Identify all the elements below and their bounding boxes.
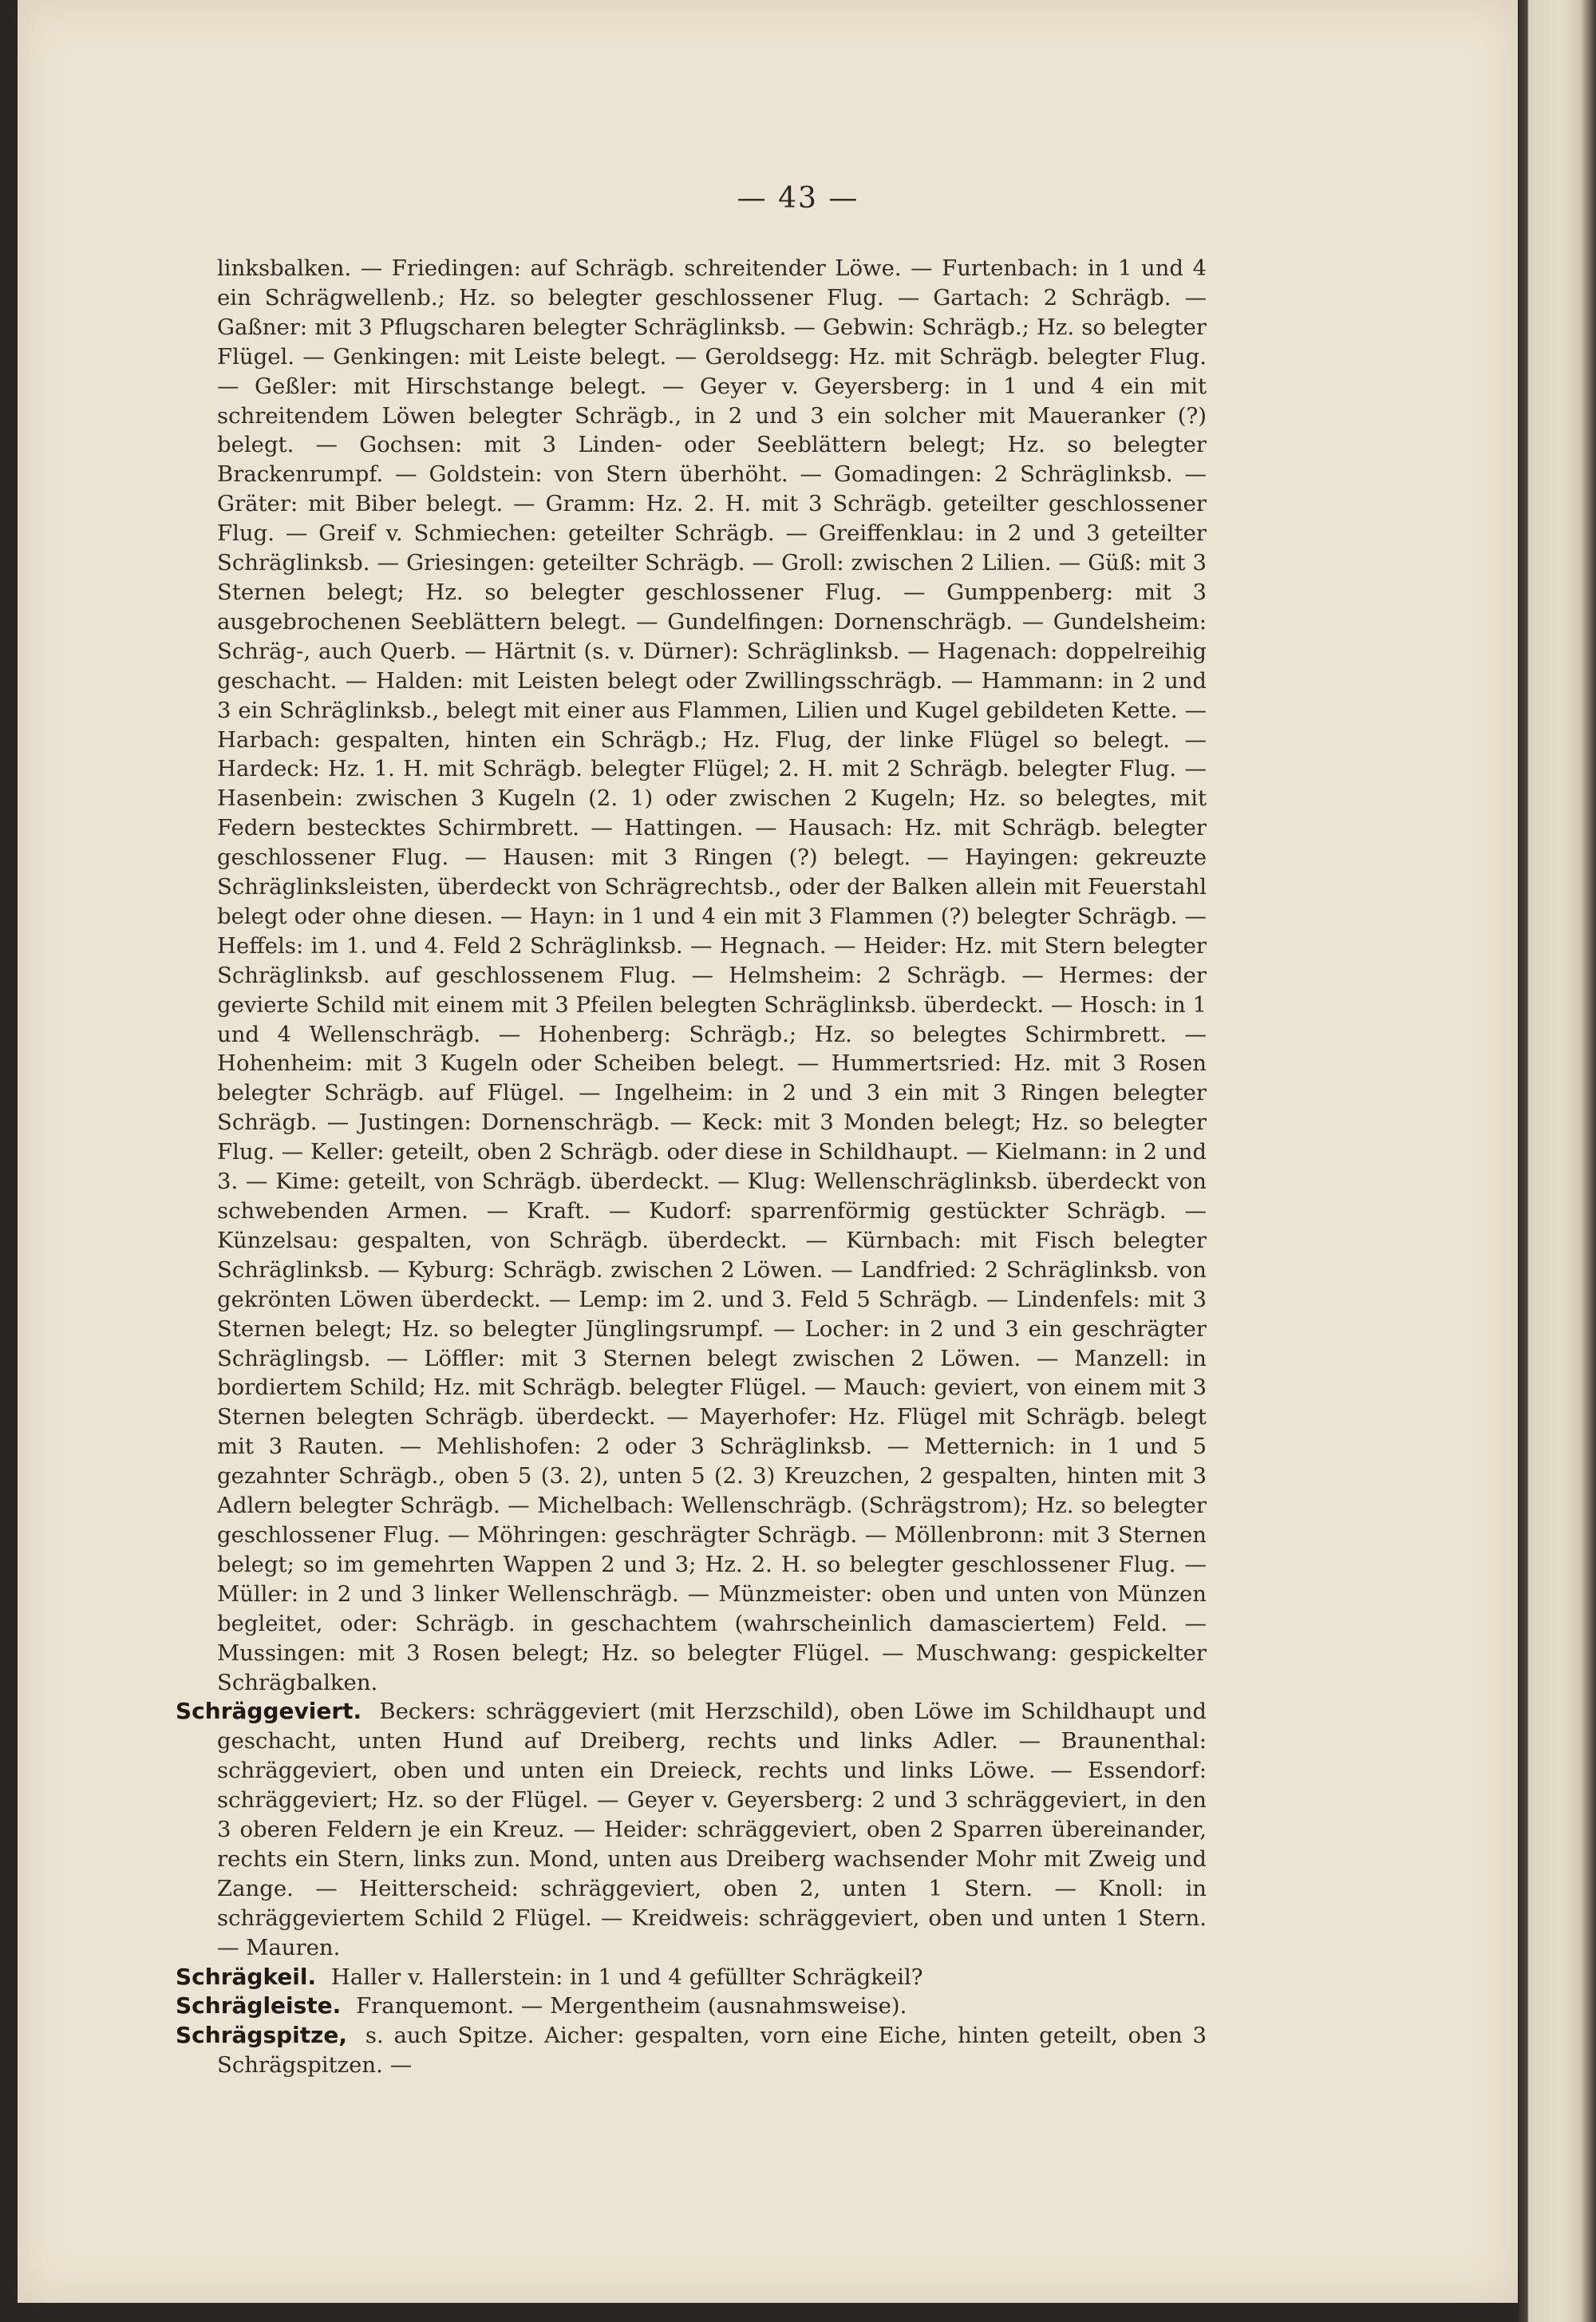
- section-schraegkeil: [176, 1963, 1207, 1992]
- section-schraeggeviert: [176, 1697, 1207, 1962]
- section-schraegleiste: [176, 1992, 1207, 2021]
- section-text: Haller v. Hallerstein: in 1 und 4 gefüllter Schrägkeil?: [330, 1964, 923, 1990]
- book-edge: [1518, 0, 1596, 2322]
- section-heading: Schrägspitze,: [176, 2022, 348, 2049]
- section-text: Beckers: schräggeviert (mit Herzschild), oben Löwe im Schildhaupt und geschacht, unten Hund auf Dreiberg, rechts und links Adler. — Braunenthal: schräggeviert, oben und unten ein Dreieck, rechts und links Löwe. — Essendorf: schräggeviert; Hz. so der Flügel. — Geyer v. Geyersberg: 2 und 3 schräggeviert, in den 3 oberen Feldern je ein Kreuz. — Heider: schräggeviert, oben 2 Sparren übereinander, rechts ein Stern, links zun. Mond, unten aus Dreiberg wachsender Mohr mit Zweig und Zange. — Heitterscheid: schräggeviert, oben 2, unten 1 Stern. — Knoll: in schräggeviertem Schild 2 Flügel. — Kreidweis: schräggeviert, oben und unten 1 Stern. — Mauren.: [217, 1699, 1207, 1960]
- section-text: s. auch Spitze. Aicher: gespalten, vorn eine Eiche, hinten geteilt, oben 3 Schrägspitzen. —: [217, 2023, 1207, 2079]
- page-number: — 43 —: [737, 182, 859, 215]
- section-heading: Schrägleiste.: [176, 1992, 342, 2019]
- section-heading: Schräggeviert.: [176, 1698, 362, 1725]
- text-block: [176, 254, 1207, 2080]
- section-text: Franquemont. — Mergentheim (ausnahmsweise).: [356, 1993, 907, 2019]
- section-heading: Schrägkeil.: [176, 1963, 317, 1990]
- body-paragraph: linksbalken. — Friedingen: auf Schrägb. schreitender Löwe. — Furtenbach: in 1 und 4 ein Schrägwellenb.; Hz. so belegter geschlossener Flug. — Gartach: 2 Schrägb. — Gaßner: mit 3 Pflugscharen belegter Schräglinksb. — Gebwin: Schrägb.; Hz. so belegter Flügel. — Genkingen: mit Leiste belegt. — Geroldsegg: Hz. mit Schrägb. belegter Flug. — Geßler: mit Hirschstange belegt. — Geyer v. Geyersberg: in 1 und 4 ein mit schreitendem Löwen belegter Schrägb., in 2 und 3 ein solcher mit Maueranker (?) belegt. — Gochsen: mit 3 Linden- oder Seeblättern belegt; Hz. so belegter Brackenrumpf. — Goldstein: von Stern überhöht. — Gomadingen: 2 Schräglinksb. — Gräter: mit Biber belegt. — Gramm: Hz. 2. H. mit 3 Schrägb. geteilter geschlossener Flug. — Greif v. Schmiechen: geteilter Schrägb. — Greiffenklau: in 2 und 3 geteilter Schräglinksb. — Griesingen: geteilter Schrägb. — Groll: zwischen 2 Lilien. — Güß: mit 3 Sternen belegt; Hz. so belegter geschlossener Flug. — Gumppenberg: mit 3 ausgebrochenen Seeblättern belegt. — Gundelfingen: Dornenschrägb. — Gundelsheim: Schräg-, auch Querb. — Härtnit (s. v. Dürner): Schräglinksb. — Hagenach: doppelreihig geschacht. — Halden: mit Leisten belegt oder Zwillingsschrägb. — Hammann: in 2 und 3 ein Schräglinksb., belegt mit einer aus Flammen, Lilien und Kugel gebildeten Kette. — Harbach: gespalten, hinten ein Schrägb.; Hz. Flug, der linke Flügel so belegt. — Hardeck: Hz. 1. H. mit Schrägb. belegter Flügel; 2. H. mit 2 Schrägb. belegter Flug. — Hasenbein: zwischen 3 Kugeln (2. 1) oder zwischen 2 Kugeln; Hz. so belegtes, mit Federn bestecktes Schirmbrett. — Hattingen. — Hausach: Hz. mit Schrägb. belegter geschlossener Flug. — Hausen: mit 3 Ringen (?) belegt. — Hayingen: gekreuzte Schräglinksleisten, überdeckt von Schrägrechtsb., oder der Balken allein mit Feuerstahl belegt oder ohne diesen. — Hayn: in 1 und 4 ein mit 3 Flammen (?) belegter Schrägb. — Heffels: im 1. und 4. Feld 2 Schräglinksb. — Hegnach. — Heider: Hz. mit Stern belegter Schräglinksb. auf geschlossenem Flug. — Helmsheim: 2 Schrägb. — Hermes: der gevierte Schild mit einem mit 3 Pfeilen belegten Schräglinksb. überdeckt. — Hosch: in 1 und 4 Wellenschrägb. — Hohenberg: Schrägb.; Hz. so belegtes Schirmbrett. — Hohenheim: mit 3 Kugeln oder Scheiben belegt. — Hummertsried: Hz. mit 3 Rosen belegter Schrägb. auf Flügel. — Ingelheim: in 2 und 3 ein mit 3 Ringen belegter Schrägb. — Justingen: Dornenschrägb. — Keck: mit 3 Monden belegt; Hz. so belegter Flug. — Keller: geteilt, oben 2 Schrägb. oder diese in Schildhaupt. — Kielmann: in 2 und 3. — Kime: geteilt, von Schrägb. überdeckt. — Klug: Wellenschräglinksb. überdeckt von schwebenden Armen. — Kraft. — Kudorf: sparrenförmig gestückter Schrägb. — Künzelsau: gespalten, von Schrägb. überdeckt. — Kürnbach: mit Fisch belegter Schräglinksb. — Kyburg: Schrägb. zwischen 2 Löwen. — Landfried: 2 Schräglinksb. von gekrönten Löwen überdeckt. — Lemp: im 2. und 3. Feld 5 Schrägb. — Lindenfels: mit 3 Sternen belegt; Hz. so belegter Jünglingsrumpf. — Locher: in 2 und 3 ein geschrägter Schräglingsb. — Löffler: mit 3 Sternen belegt zwischen 2 Löwen. — Manzell: in bordiertem Schild; Hz. mit Schrägb. belegter Flügel. — Mauch: geviert, von einem mit 3 Sternen belegten Schrägb. überdeckt. — Mayerhofer: Hz. Flügel mit Schrägb. belegt mit 3 Rauten. — Mehlishofen: 2 oder 3 Schräglinksb. — Metternich: in 1 und 5 gezahnter Schrägb., oben 5 (3. 2), unten 5 (2. 3) Kreuzchen, 2 gespalten, hinten mit 3 Adlern belegter Schrägb. — Michelbach: Wellenschrägb. (Schrägstrom); Hz. so belegter geschlossener Flug. — Möhringen: geschrägter Schrägb. — Möllenbronn: mit 3 Sternen belegt; so im gemehrten Wappen 2 und 3; Hz. 2. H. so belegter geschlossener Flug. — Müller: in 2 und 3 linker Wellenschrägb. — Münzmeister: oben und unten von Münzen begleitet, oder: Schrägb. in geschachtem (wahrscheinlich damasciertem) Feld. — Mussingen: mit 3 Rosen belegt; Hz. so belegter Flügel. — Muschwang: gespickelter Schrägbalken.: [217, 255, 1207, 1695]
- section-schraegspitze: [176, 2021, 1207, 2080]
